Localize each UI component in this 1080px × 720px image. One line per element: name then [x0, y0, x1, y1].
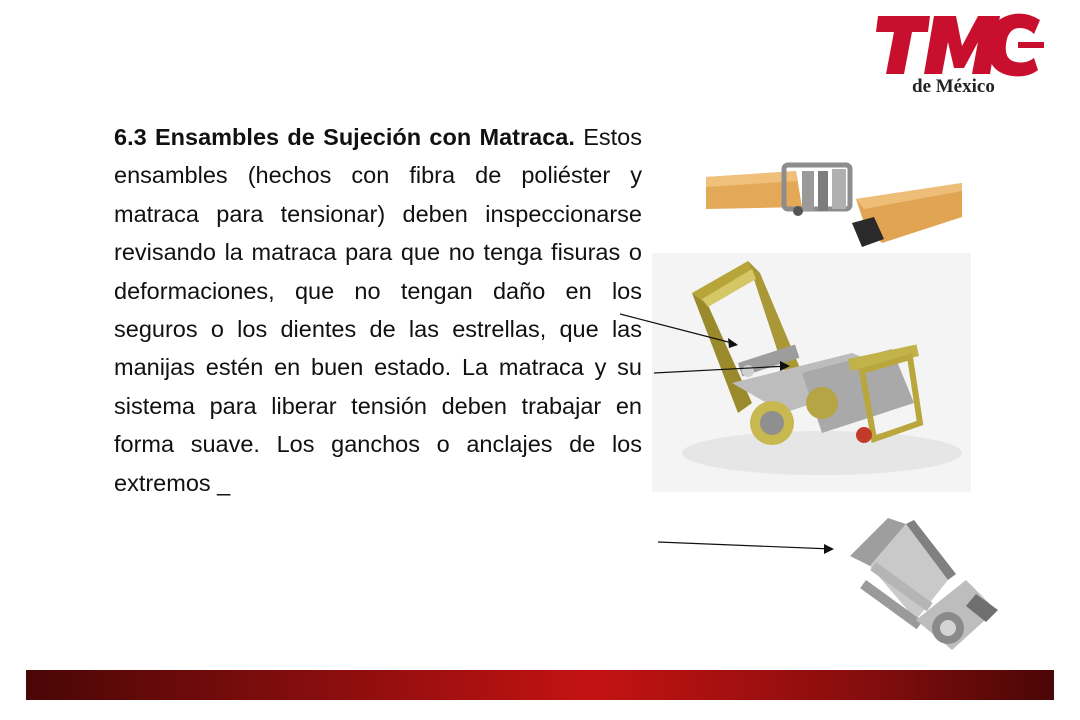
logo-subtitle: de México	[912, 76, 995, 97]
ratchet-strap-photo	[706, 147, 962, 253]
body-paragraph	[114, 118, 642, 502]
arrow-line	[658, 542, 832, 549]
ratchet-mechanism-photo	[652, 253, 971, 492]
paragraph-text: Estos ensambles (hechos con fibra de poliéster y matraca para tensionar) deben inspeccionarse revisando la matraca para que no tenga fisuras o deformaciones, que no tengan daño en los seguros o los dientes de las estrellas, que las manijas estén en buen estado. La matraca y su sistema para liberar tensión deben trabajar en forma suave. Los ganchos o anclajes de los extremos _	[114, 124, 642, 496]
footer-bar	[26, 670, 1054, 700]
tmc-logo-mark	[872, 8, 1048, 82]
arrow-head	[824, 544, 834, 554]
section-heading: 6.3 Ensambles de Sujeción con Matraca.	[114, 124, 575, 150]
ratchet-buckle-photo	[836, 510, 1016, 660]
